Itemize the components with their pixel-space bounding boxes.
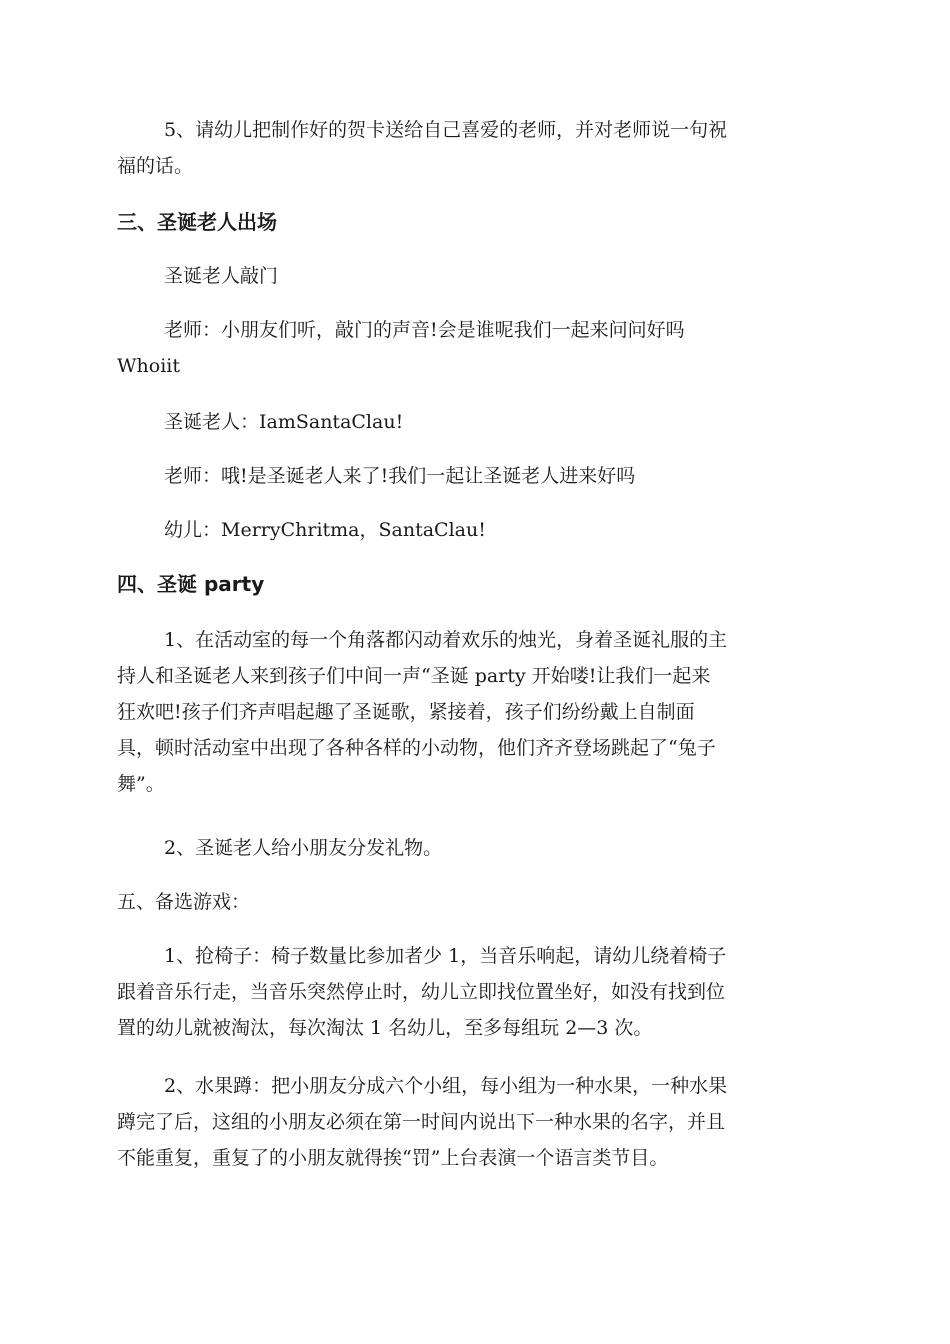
paragraph-musical-chairs: [117, 938, 837, 1046]
text-line: 跟着音乐行走，当音乐突然停止时，幼儿立即找位置坐好，如没有找到位: [117, 981, 726, 1003]
paragraph-santa-reply: [117, 404, 837, 440]
text-line: 不能重复，重复了的小朋友就得挨“罚”上台表演一个语言类节目。: [117, 1147, 669, 1169]
text-line: 福的话。: [117, 155, 194, 177]
text-line: 具，顿时活动室中出现了各种各样的小动物，他们齐齐登场跳起了“兔子: [117, 737, 716, 759]
section-heading-optional-games: [117, 884, 837, 920]
text-line: 2、圣诞老人给小朋友分发礼物。: [164, 837, 443, 859]
paragraph-party-description: [117, 622, 837, 802]
section-heading-santa-entrance: 三、圣诞老人出场: [117, 210, 277, 234]
text-line: Whoiit: [117, 355, 180, 377]
paragraph-step5: [117, 112, 837, 184]
paragraph-fruit-squat: [117, 1068, 837, 1176]
paragraph-kids-greeting: [117, 512, 837, 548]
paragraph-teacher-question: [117, 312, 837, 384]
section-heading-christmas-party: 四、圣诞 party: [117, 572, 265, 596]
text-line: 圣诞老人：IamSantaClau!: [164, 411, 404, 433]
text-line: 五、备选游戏：: [117, 891, 251, 913]
paragraph-gifts: [117, 830, 837, 866]
text-line: 圣诞老人敲门: [164, 265, 279, 287]
text-line: 老师：哦!是圣诞老人来了!我们一起让圣诞老人进来好吗: [164, 465, 636, 487]
text-line: 置的幼儿就被淘汰，每次淘汰 1 名幼儿，至多每组玩 2—3 次。: [117, 1017, 653, 1039]
paragraph-santa-knocks: [117, 258, 837, 294]
text-line: 舞”。: [117, 773, 165, 795]
text-line: 2、水果蹲：把小朋友分成六个小组，每小组为一种水果，一种水果: [164, 1075, 728, 1097]
text-line: 老师：小朋友们听，敲门的声音!会是谁呢我们一起来问问好吗: [164, 319, 685, 341]
text-line: 1、在活动室的每一个角落都闪动着欢乐的烛光，身着圣诞礼服的主: [164, 629, 728, 651]
text-line: 蹲完了后，这组的小朋友必须在第一时间内说出下一种水果的名字，并且: [117, 1111, 726, 1133]
text-line: 持人和圣诞老人来到孩子们中间一声“圣诞 party 开始喽!让我们一起来: [117, 665, 711, 687]
text-line: 幼儿：MerryChritma，SantaClau!: [164, 519, 486, 541]
text-line: 1、抢椅子：椅子数量比参加者少 1，当音乐响起，请幼儿绕着椅子: [164, 945, 727, 967]
text-line: 5、请幼儿把制作好的贺卡送给自己喜爱的老师，并对老师说一句祝: [164, 119, 728, 141]
paragraph-teacher-invite: [117, 458, 837, 494]
text-line: 狂欢吧!孩子们齐声唱起趣了圣诞歌，紧接着，孩子们纷纷戴上自制面: [117, 701, 695, 723]
